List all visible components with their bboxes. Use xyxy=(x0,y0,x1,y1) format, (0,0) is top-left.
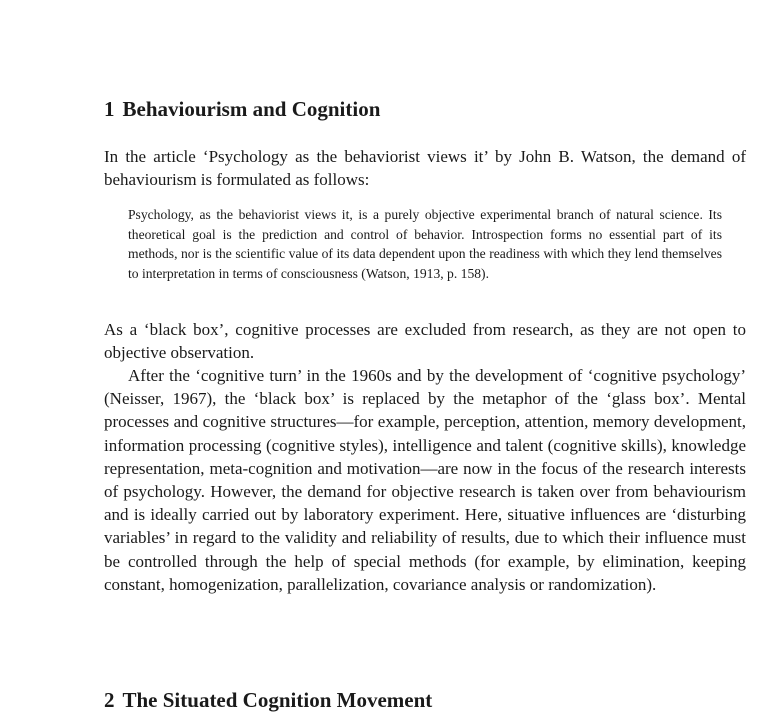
next-section-title: The Situated Cognition Movement xyxy=(122,688,433,712)
black-box-paragraph: As a ‘black box’, cognitive processes are excluded from research, as they are not open to objective observation. xyxy=(104,320,746,363)
next-section-number: 2 xyxy=(104,688,115,712)
intro-paragraph: In the article ‘Psychology as the behaviorist views it’ by John B. Watson, the demand of behaviourism is formulated as follows: xyxy=(104,147,746,190)
section-heading xyxy=(104,95,380,123)
block-quote: Psychology, as the behaviorist views it, is a purely objective experimental branch of natural science. Its theoretical goal is the prediction and control of behavior. Introspection forms no essential part of its methods, nor is the scientific value of its data dependent upon the readiness with which they lend themselves to interpretation in terms of consciousness (Watson, 1913, p. 158). xyxy=(128,207,722,281)
next-section-heading xyxy=(104,686,432,714)
section-title: Behaviourism and Cognition xyxy=(122,97,381,121)
section-number: 1 xyxy=(104,97,115,121)
cognitive-turn-paragraph: After the ‘cognitive turn’ in the 1960s and by the development of ‘cognitive psychology’ (Neisser, 1967), the ‘black box’ is replaced by the metaphor of the ‘glass box’. Mental processes and cognitive structures—for example, perception, attention, memory development, information processing (cognitive styles), intelligence and talent (cognitive skills), knowledge representation, meta-cognition and motivation—are now in the focus of the research interests of psychology. However, the demand for objective research is taken over from behaviourism and is ideally carried out by laboratory experiment. Here, situative influences are ‘disturbing variables’ in regard to the validity and reliability of results, due to which their influence must be controlled through the help of special methods (for example, by elimination, keeping constant, homogenization, parallelization, covariance analysis or randomization). xyxy=(104,366,746,594)
